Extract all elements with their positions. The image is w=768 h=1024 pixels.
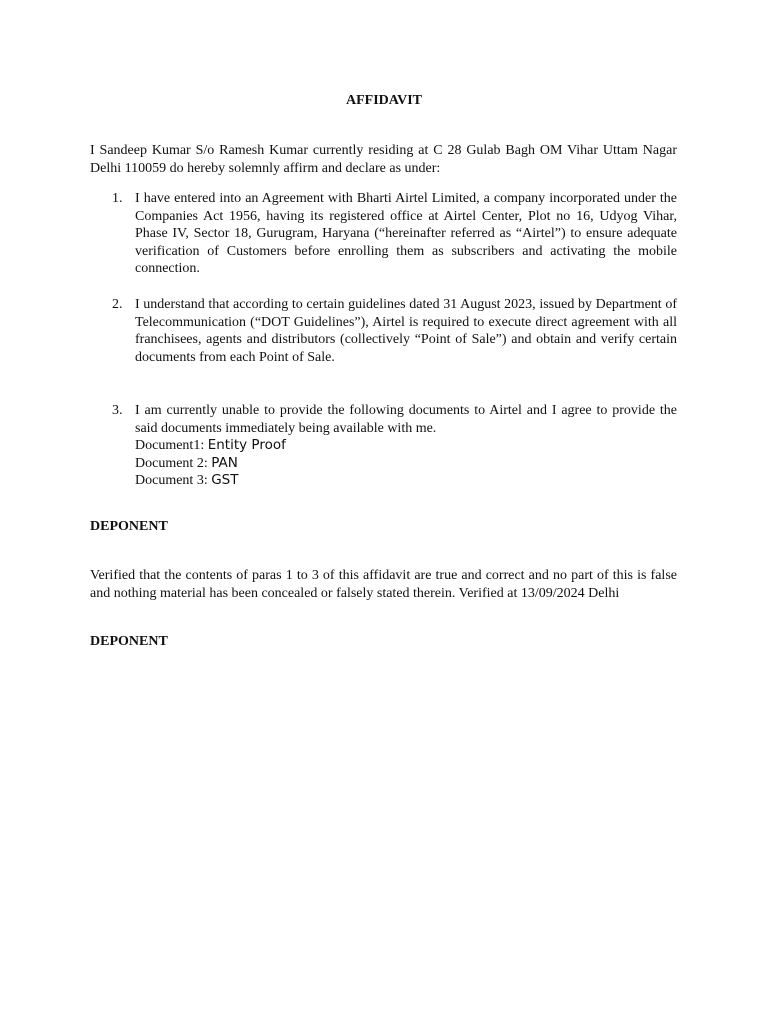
list-item xyxy=(90,402,677,490)
list-item-text: I am currently unable to provide the following documents to Airtel and I agree to provide the said documents immediately being available with me. xyxy=(135,403,677,436)
document-line xyxy=(135,472,677,490)
list-item xyxy=(90,190,677,278)
list-item xyxy=(90,296,677,366)
list-item-text: I understand that according to certain guidelines dated 31 August 2023, issued by Department of Telecommunication (“DOT Guidelines”), Airtel is required to execute direct agreement with all franchisees, agents and distributors (collectively “Point of Sale”) and obtain and verify certain documents from each Point of Sale. xyxy=(135,297,677,365)
document-value: Entity Proof xyxy=(207,437,286,454)
document-label: Document 3: xyxy=(135,473,212,489)
intro-paragraph: I Sandeep Kumar S/o Ramesh Kumar currently residing at C 28 Gulab Bagh OM Vihar Uttam Nagar Delhi 110059 do hereby solemnly affirm and declare as under: xyxy=(90,143,677,176)
document-line xyxy=(135,437,677,455)
document-title: AFFIDAVIT xyxy=(346,93,422,108)
document-value: PAN xyxy=(211,454,238,471)
document-label: Document1: xyxy=(135,438,208,454)
document-value: GST xyxy=(211,472,239,489)
deponent-label: DEPONENT xyxy=(90,634,168,649)
list-item-text: I have entered into an Agreement with Bharti Airtel Limited, a company incorporated under the Companies Act 1956, having its registered office at Airtel Center, Plot no 16, Udyog Vihar, Phase IV, Sector 18, Gurugram, Haryana (“hereinafter referred as “Airtel”) to ensure adequate verification of Customers before enrolling them as subscribers and activating the mobile connection. xyxy=(135,191,677,277)
deponent-label: DEPONENT xyxy=(90,519,168,534)
document-label: Document 2: xyxy=(135,455,212,471)
list-item-number: 1. xyxy=(112,191,123,206)
list-item-body xyxy=(135,402,677,490)
verification-paragraph: Verified that the contents of paras 1 to 3 of this affidavit are true and correct and no part of this is false and nothing material has been concealed or falsely stated therein. Verified at 13/09/2024 Delhi xyxy=(90,568,677,601)
list-item-number: 3. xyxy=(112,403,123,418)
list-item-number: 2. xyxy=(112,297,123,312)
document-line xyxy=(135,455,677,473)
